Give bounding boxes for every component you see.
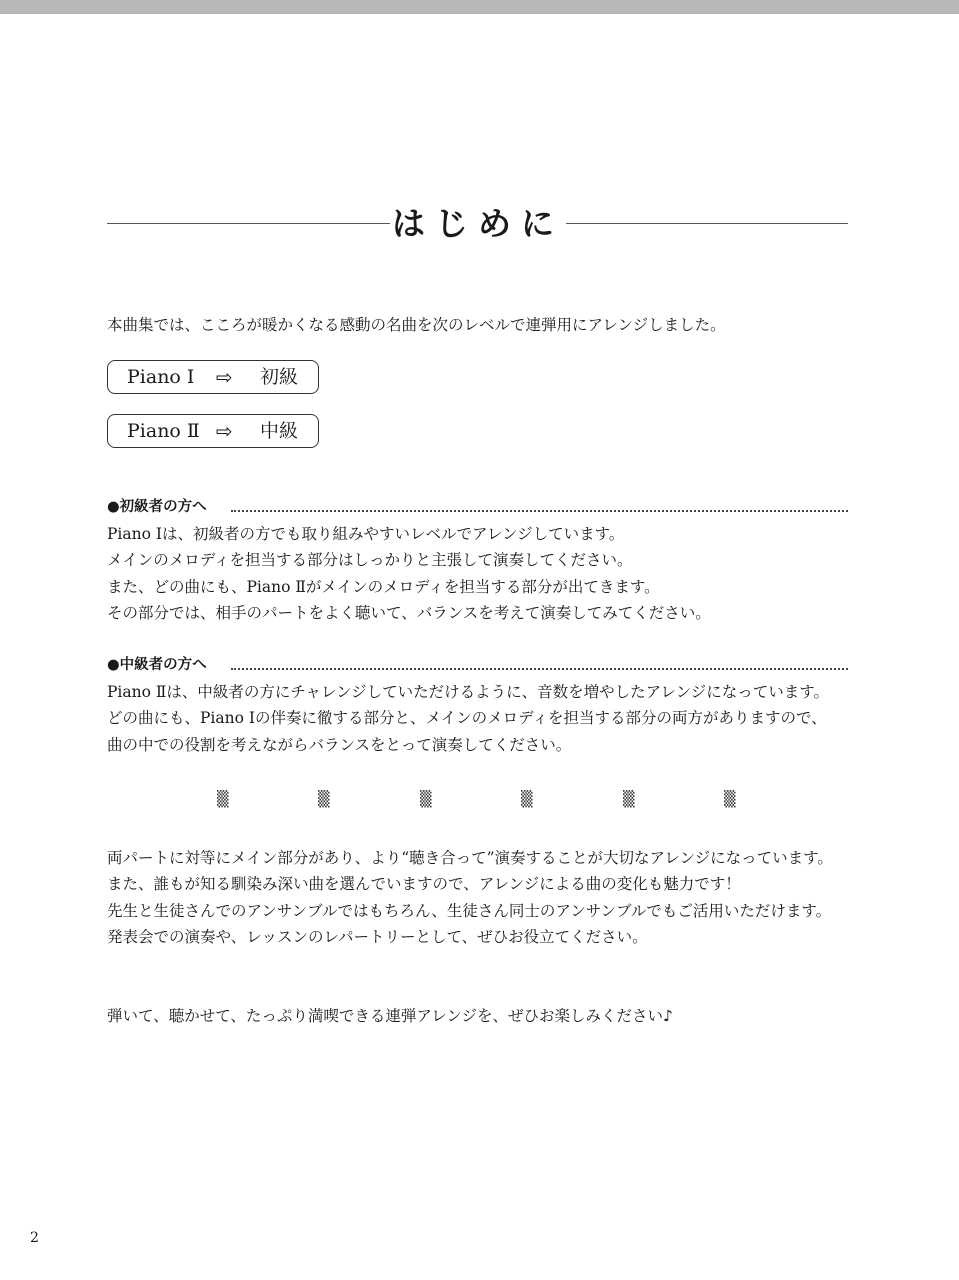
section-separator xyxy=(0,790,959,814)
level-grade-label: 初級 xyxy=(260,366,299,388)
paragraph-line: どの曲にも、Piano Ⅰの伴奏に徹する部分と、メインのメロディを担当する部分の両方がありますので、 xyxy=(107,709,827,728)
separator-mark-icon: ▒ xyxy=(318,790,330,808)
page-title: はじめに xyxy=(392,204,564,243)
dotted-leader xyxy=(231,668,848,670)
dotted-leader xyxy=(231,510,848,512)
section-heading-text: ●中級者の方へ xyxy=(107,654,211,676)
paragraph-line: 両パートに対等にメイン部分があり、より“聴き合って”演奏することが大切なアレンジになっています。 xyxy=(107,849,833,867)
beginner-section-heading xyxy=(107,496,848,518)
level-box-piano-1 xyxy=(107,360,319,394)
paragraph-line: Piano Ⅰは、初級者の方でも取り組みやすいレベルでアレンジしています。 xyxy=(107,525,625,543)
separator-mark-icon: ▒ xyxy=(724,790,736,808)
paragraph-line: 発表会での演奏や、レッスンのレパートリーとして、ぜひお役立てください。 xyxy=(107,927,648,946)
section-heading-text: ●初級者の方へ xyxy=(107,496,211,518)
title-rule-right xyxy=(566,223,848,224)
intermediate-section-heading xyxy=(107,654,848,676)
arrow-right-icon: ⇨ xyxy=(216,419,233,443)
page-number: 2 xyxy=(30,1230,39,1246)
separator-mark-icon: ▒ xyxy=(623,790,635,808)
paragraph-line: メインのメロディを担当する部分はしっかりと主張して演奏してください。 xyxy=(107,551,633,570)
separator-mark-icon: ▒ xyxy=(217,790,229,808)
closing-paragraph xyxy=(107,845,848,950)
arrow-right-icon: ⇨ xyxy=(216,365,233,389)
final-message xyxy=(107,1003,848,1029)
level-grade-label: 中級 xyxy=(260,420,299,442)
level-part-label: Piano Ⅰ xyxy=(127,366,195,388)
intermediate-paragraph xyxy=(107,679,848,758)
paragraph-line: 曲の中での役割を考えながらバランスをとって演奏してください。 xyxy=(107,735,572,754)
title-rule-left xyxy=(107,223,390,224)
paragraph-line: Piano Ⅱは、中級者の方にチャレンジしていただけるように、音数を増やしたアレンジになっています。 xyxy=(107,683,830,701)
paragraph-line: また、どの曲にも、Piano Ⅱがメインのメロディを担当する部分が出てきます。 xyxy=(107,577,660,596)
paragraph-line: 先生と生徒さんでのアンサンブルではもちろん、生徒さん同士のアンサンブルでもご活用いただけます。 xyxy=(107,901,832,920)
paragraph-line: また、誰もが知る馴染み深い曲を選んでいますので、アレンジによる曲の変化も魅力です！ xyxy=(107,875,741,894)
separator-mark-icon: ▒ xyxy=(420,790,432,808)
paragraph-line: その部分では、相手のパートをよく聴いて、バランスを考えて演奏してみてください。 xyxy=(107,603,711,622)
top-bar xyxy=(0,0,959,14)
page-title-row xyxy=(107,200,848,248)
paragraph-line: 弾いて、聴かせて、たっぷり満喫できる連弾アレンジを、ぜひお楽しみください♪ xyxy=(107,1007,673,1025)
level-box-piano-2 xyxy=(107,414,319,448)
level-part-label: Piano Ⅱ xyxy=(127,420,200,442)
intro-text: 本曲集では、こころが暖かくなる感動の名曲を次のレベルで連弾用にアレンジしました。 xyxy=(107,316,726,334)
separator-mark-icon: ▒ xyxy=(521,790,533,808)
beginner-paragraph xyxy=(107,521,848,626)
